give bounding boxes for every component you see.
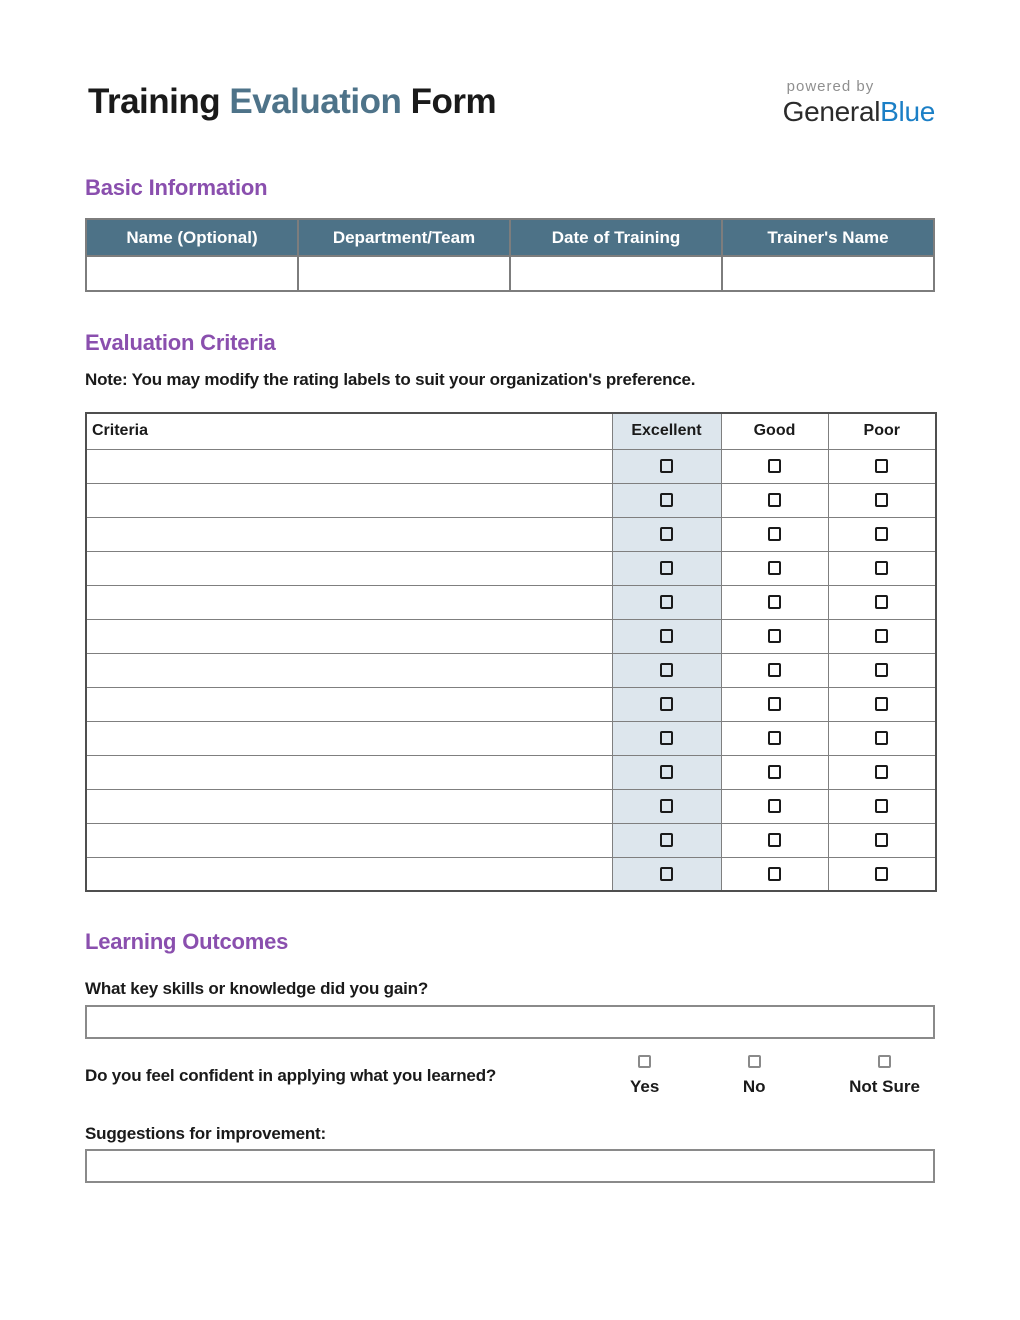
criteria-field[interactable] bbox=[86, 483, 612, 517]
good-cell bbox=[721, 449, 828, 483]
skills-question-label: What key skills or knowledge did you gain? bbox=[85, 979, 428, 998]
criteria-column-header: Criteria bbox=[86, 413, 612, 449]
good-checkbox[interactable] bbox=[768, 867, 781, 881]
excellent-cell bbox=[612, 687, 721, 721]
good-cell bbox=[721, 483, 828, 517]
good-cell bbox=[721, 755, 828, 789]
excellent-checkbox[interactable] bbox=[660, 697, 673, 711]
rating-labels-note: Note: You may modify the rating labels to suit your organization's preference. bbox=[85, 370, 696, 389]
good-cell bbox=[721, 687, 828, 721]
poor-cell bbox=[828, 619, 936, 653]
poor-cell bbox=[828, 857, 936, 891]
good-cell bbox=[721, 585, 828, 619]
criteria-field[interactable] bbox=[86, 585, 612, 619]
good-checkbox[interactable] bbox=[768, 459, 781, 473]
good-checkbox[interactable] bbox=[768, 629, 781, 643]
good-checkbox[interactable] bbox=[768, 595, 781, 609]
good-cell bbox=[721, 721, 828, 755]
criteria-row bbox=[86, 857, 936, 891]
excellent-cell bbox=[612, 619, 721, 653]
title-word-training: Training bbox=[88, 82, 221, 121]
good-checkbox[interactable] bbox=[768, 731, 781, 745]
excellent-checkbox[interactable] bbox=[660, 459, 673, 473]
excellent-checkbox[interactable] bbox=[660, 765, 673, 779]
criteria-header-row bbox=[86, 413, 936, 449]
good-checkbox[interactable] bbox=[768, 493, 781, 507]
good-checkbox[interactable] bbox=[768, 833, 781, 847]
criteria-field[interactable] bbox=[86, 551, 612, 585]
criteria-field[interactable] bbox=[86, 721, 612, 755]
poor-cell bbox=[828, 755, 936, 789]
criteria-field[interactable] bbox=[86, 517, 612, 551]
criteria-row bbox=[86, 789, 936, 823]
criteria-field[interactable] bbox=[86, 755, 612, 789]
good-checkbox[interactable] bbox=[768, 765, 781, 779]
confidence-option-yes bbox=[630, 1055, 659, 1097]
column-header-department: Department/Team bbox=[298, 219, 510, 256]
good-checkbox[interactable] bbox=[768, 663, 781, 677]
poor-cell bbox=[828, 483, 936, 517]
poor-checkbox[interactable] bbox=[875, 765, 888, 779]
excellent-cell bbox=[612, 517, 721, 551]
excellent-checkbox[interactable] bbox=[660, 629, 673, 643]
poor-checkbox[interactable] bbox=[875, 629, 888, 643]
criteria-row bbox=[86, 517, 936, 551]
criteria-row bbox=[86, 755, 936, 789]
confidence-question-row bbox=[85, 1055, 935, 1097]
column-header-trainer: Trainer's Name bbox=[722, 219, 934, 256]
poor-checkbox[interactable] bbox=[875, 731, 888, 745]
yes-checkbox[interactable] bbox=[638, 1055, 651, 1068]
basic-info-entry-row bbox=[86, 256, 934, 291]
poor-checkbox[interactable] bbox=[875, 833, 888, 847]
excellent-cell bbox=[612, 755, 721, 789]
good-checkbox[interactable] bbox=[768, 799, 781, 813]
confidence-question-label: Do you feel confident in applying what you learned? bbox=[85, 1066, 497, 1085]
poor-cell bbox=[828, 789, 936, 823]
good-cell bbox=[721, 551, 828, 585]
criteria-row bbox=[86, 823, 936, 857]
criteria-row bbox=[86, 449, 936, 483]
suggestions-label: Suggestions for improvement: bbox=[85, 1124, 326, 1143]
name-field[interactable] bbox=[86, 256, 298, 291]
excellent-checkbox[interactable] bbox=[660, 799, 673, 813]
poor-checkbox[interactable] bbox=[875, 799, 888, 813]
title-word-evaluation: Evaluation bbox=[229, 82, 402, 121]
criteria-row bbox=[86, 687, 936, 721]
confidence-options bbox=[585, 1055, 935, 1097]
poor-cell bbox=[828, 449, 936, 483]
no-checkbox[interactable] bbox=[748, 1055, 761, 1068]
criteria-row bbox=[86, 653, 936, 687]
criteria-row bbox=[86, 585, 936, 619]
title-word-form: Form bbox=[410, 82, 497, 121]
excellent-checkbox[interactable] bbox=[660, 595, 673, 609]
option-label: Yes bbox=[630, 1077, 660, 1096]
poor-cell bbox=[828, 823, 936, 857]
poor-column-header: Poor bbox=[828, 413, 936, 449]
poor-cell bbox=[828, 653, 936, 687]
excellent-checkbox[interactable] bbox=[660, 867, 673, 881]
criteria-row bbox=[86, 619, 936, 653]
not-sure-checkbox[interactable] bbox=[878, 1055, 891, 1068]
evaluation-criteria-table bbox=[85, 412, 937, 892]
option-label: Not Sure bbox=[849, 1077, 920, 1096]
basic-information-heading: Basic Information bbox=[85, 175, 268, 200]
basic-information-table bbox=[85, 218, 935, 292]
excellent-checkbox[interactable] bbox=[660, 731, 673, 745]
excellent-cell bbox=[612, 483, 721, 517]
good-cell bbox=[721, 789, 828, 823]
excellent-column-header: Excellent bbox=[612, 413, 721, 449]
column-header-date: Date of Training bbox=[510, 219, 722, 256]
excellent-cell bbox=[612, 789, 721, 823]
poor-checkbox[interactable] bbox=[875, 697, 888, 711]
brand-logo bbox=[783, 78, 935, 128]
good-cell bbox=[721, 823, 828, 857]
poor-checkbox[interactable] bbox=[875, 595, 888, 609]
poor-checkbox[interactable] bbox=[875, 493, 888, 507]
basic-info-header-row bbox=[86, 219, 934, 256]
department-field[interactable] bbox=[298, 256, 510, 291]
excellent-cell bbox=[612, 585, 721, 619]
learning-outcomes-heading: Learning Outcomes bbox=[85, 929, 289, 954]
poor-cell bbox=[828, 551, 936, 585]
criteria-row bbox=[86, 551, 936, 585]
poor-cell bbox=[828, 721, 936, 755]
excellent-checkbox[interactable] bbox=[660, 493, 673, 507]
good-cell bbox=[721, 619, 828, 653]
criteria-row bbox=[86, 483, 936, 517]
good-checkbox[interactable] bbox=[768, 527, 781, 541]
excellent-checkbox[interactable] bbox=[660, 663, 673, 677]
criteria-field[interactable] bbox=[86, 687, 612, 721]
skills-input[interactable] bbox=[85, 1005, 935, 1039]
good-cell bbox=[721, 653, 828, 687]
criteria-row bbox=[86, 721, 936, 755]
poor-checkbox[interactable] bbox=[875, 867, 888, 881]
good-checkbox[interactable] bbox=[768, 697, 781, 711]
poor-checkbox[interactable] bbox=[875, 459, 888, 473]
suggestions-input[interactable] bbox=[85, 1149, 935, 1183]
poor-checkbox[interactable] bbox=[875, 527, 888, 541]
confidence-option-not-sure bbox=[849, 1055, 920, 1097]
excellent-cell bbox=[612, 857, 721, 891]
document-header bbox=[85, 78, 935, 128]
good-cell bbox=[721, 857, 828, 891]
page-title bbox=[85, 78, 496, 122]
brand-name bbox=[783, 96, 935, 128]
criteria-field[interactable] bbox=[86, 857, 612, 891]
criteria-field[interactable] bbox=[86, 619, 612, 653]
poor-cell bbox=[828, 687, 936, 721]
criteria-field[interactable] bbox=[86, 823, 612, 857]
good-cell bbox=[721, 517, 828, 551]
excellent-cell bbox=[612, 721, 721, 755]
powered-by-text: powered by bbox=[786, 78, 875, 95]
criteria-field[interactable] bbox=[86, 653, 612, 687]
poor-checkbox[interactable] bbox=[875, 663, 888, 677]
poor-cell bbox=[828, 585, 936, 619]
evaluation-criteria-heading: Evaluation Criteria bbox=[85, 330, 276, 355]
brand-general: General bbox=[782, 96, 881, 127]
excellent-cell bbox=[612, 653, 721, 687]
criteria-field[interactable] bbox=[86, 449, 612, 483]
good-column-header: Good bbox=[721, 413, 828, 449]
excellent-checkbox[interactable] bbox=[660, 561, 673, 575]
excellent-checkbox[interactable] bbox=[660, 527, 673, 541]
excellent-cell bbox=[612, 449, 721, 483]
criteria-field[interactable] bbox=[86, 789, 612, 823]
excellent-cell bbox=[612, 551, 721, 585]
option-label: No bbox=[742, 1077, 766, 1096]
excellent-cell bbox=[612, 823, 721, 857]
good-checkbox[interactable] bbox=[768, 561, 781, 575]
excellent-checkbox[interactable] bbox=[660, 833, 673, 847]
column-header-name: Name (Optional) bbox=[86, 219, 298, 256]
poor-checkbox[interactable] bbox=[875, 561, 888, 575]
confidence-option-no bbox=[743, 1055, 766, 1097]
poor-cell bbox=[828, 517, 936, 551]
brand-blue: Blue bbox=[880, 96, 935, 127]
trainer-name-field[interactable] bbox=[722, 256, 934, 291]
date-of-training-field[interactable] bbox=[510, 256, 722, 291]
